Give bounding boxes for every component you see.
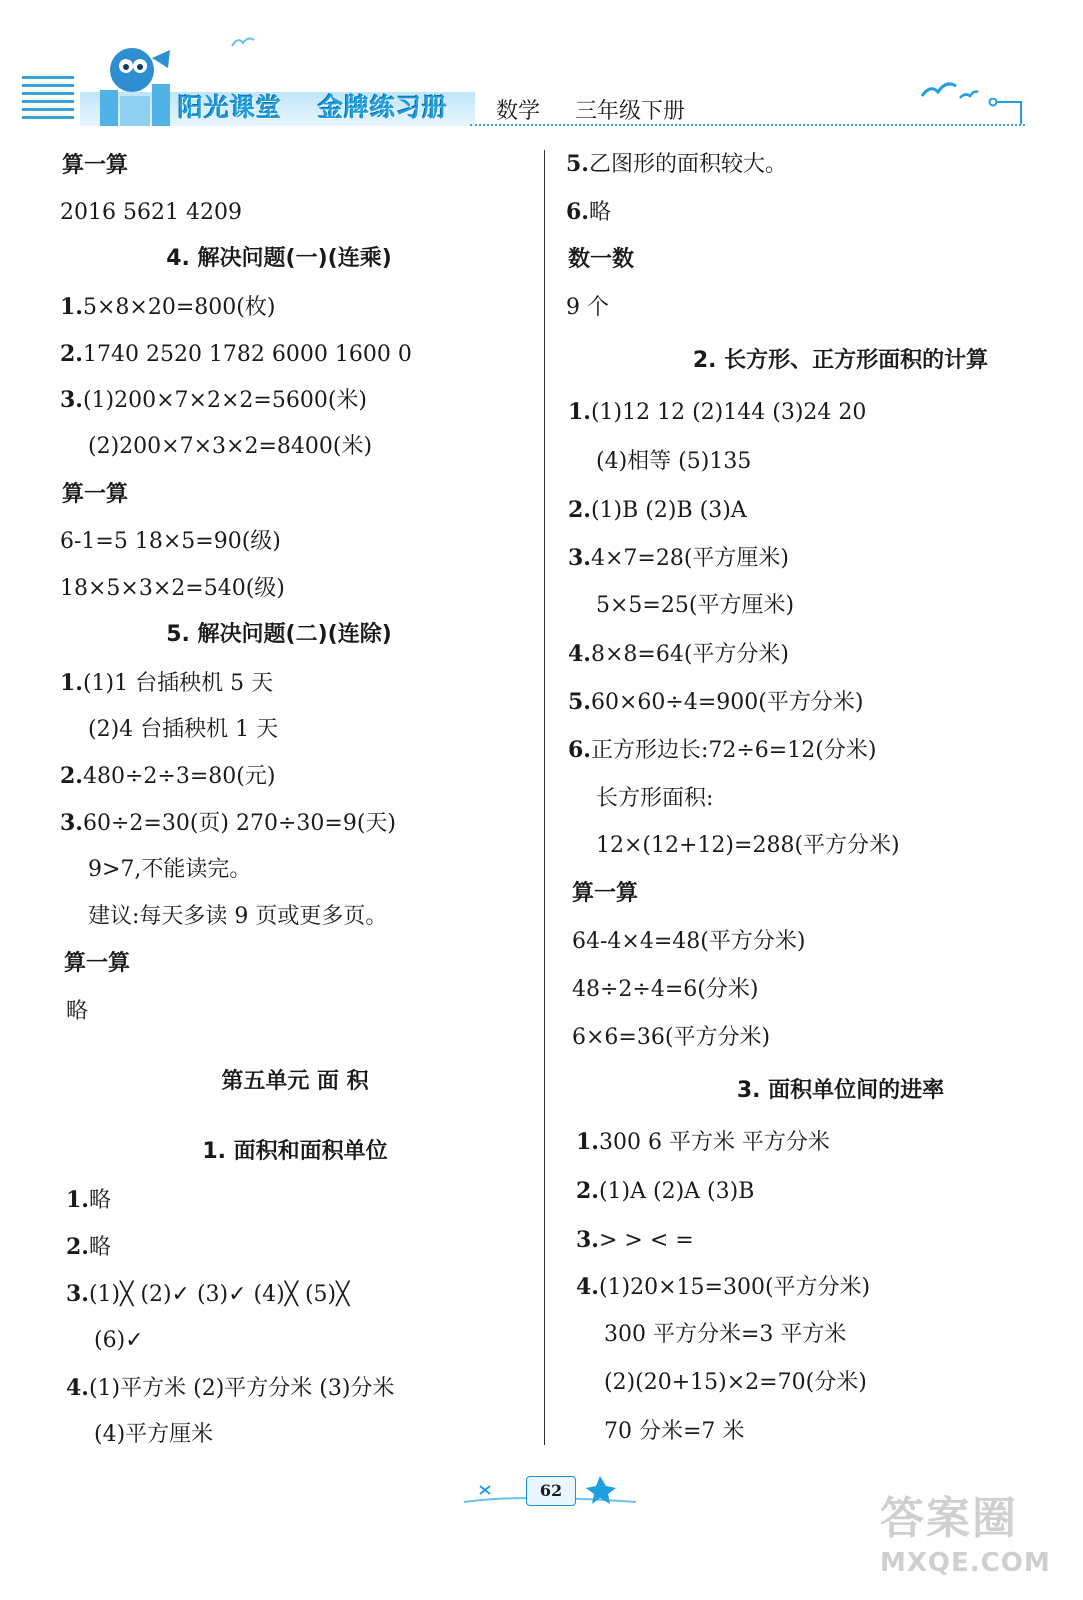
- answer-line: (6)✓: [94, 1328, 144, 1353]
- answer-line: (2)4 台插秧机 1 天: [88, 717, 279, 742]
- answer-line: 9 个: [566, 295, 609, 320]
- section-heading: 算一算: [62, 153, 129, 178]
- answer-line: (2)200×7×3×2=8400(米): [88, 434, 373, 459]
- answer-line: 2.(1)B (2)B (3)A: [568, 497, 747, 523]
- answer-line: 略: [66, 999, 89, 1024]
- answer-line: 1.(1)12 12 (2)144 (3)24 20: [568, 399, 867, 425]
- answer-line: 70 分米=7 米: [604, 1419, 745, 1444]
- page-footer: [460, 1468, 640, 1518]
- answer-line: 2.1740 2520 1782 6000 1600 0: [60, 341, 412, 367]
- watermark-title: 答案圈: [880, 1493, 1018, 1544]
- answer-line: 5.乙图形的面积较大。: [566, 151, 787, 177]
- unit-heading: 第五单元 面 积: [221, 1069, 369, 1094]
- header-corner-ornament: [988, 98, 1024, 128]
- answer-line: 5×5=25(平方厘米): [596, 593, 795, 618]
- mascot-icon: [96, 44, 176, 128]
- answer-line: 6×6=36(平方分米): [572, 1025, 771, 1050]
- answer-line: (4)相等 (5)135: [596, 449, 752, 474]
- answer-line: 长方形面积:: [596, 786, 714, 811]
- header-stripes: [22, 76, 74, 128]
- answer-line: 2.480÷2÷3=80(元): [60, 763, 276, 789]
- section-heading: 算一算: [572, 881, 639, 906]
- answer-line: 6.正方形边长:72÷6=12(分米): [568, 737, 877, 763]
- header-grade: 三年级下册: [575, 99, 686, 124]
- answer-line: 4.(1)平方米 (2)平方分米 (3)分米: [66, 1375, 395, 1401]
- answer-line: 3.4×7=28(平方厘米): [568, 545, 789, 571]
- answer-line: 12×(12+12)=288(平方分米): [596, 833, 900, 858]
- lesson-heading: 1. 面积和面积单位: [202, 1139, 388, 1164]
- answer-line: 建议:每天多读 9 页或更多页。: [88, 904, 388, 929]
- answer-line: 4.(1)20×15=300(平方分米): [576, 1274, 871, 1300]
- lesson-heading: 3. 面积单位间的进率: [736, 1078, 945, 1103]
- answer-line: 3.60÷2=30(页) 270÷30=9(天): [60, 810, 396, 836]
- answer-line: 64-4×4=48(平方分米): [572, 929, 806, 954]
- answer-line: 3.> > < =: [576, 1227, 694, 1253]
- answer-line: 2.(1)A (2)A (3)B: [576, 1178, 755, 1204]
- answer-line: 48÷2÷4=6(分米): [572, 977, 759, 1002]
- answer-line: 5.60×60÷4=900(平方分米): [568, 689, 864, 715]
- brand-gold-workbook: 金牌练习册: [318, 93, 449, 122]
- section-heading: 算一算: [62, 482, 129, 507]
- answer-line: (2)(20+15)×2=70(分米): [604, 1370, 867, 1395]
- header-subject: 数学: [496, 99, 541, 124]
- header-dotted-line: [470, 124, 1025, 126]
- seagull-icon: [920, 74, 980, 110]
- column-divider: [544, 150, 545, 1445]
- brand-sunshine-class: 阳光课堂: [178, 93, 283, 122]
- lesson-heading: 5. 解决问题(二)(连除): [166, 622, 392, 647]
- bird-icon: [230, 34, 256, 50]
- lesson-heading: 4. 解决问题(一)(连乘): [166, 246, 392, 271]
- answer-line: 6.略: [566, 199, 611, 225]
- answer-line: 3.(1)╳ (2)✓ (3)✓ (4)╳ (5)╳: [66, 1281, 350, 1307]
- answer-line: 1.(1)1 台插秧机 5 天: [60, 670, 274, 696]
- answer-line: 300 平方分米=3 平方米: [604, 1322, 847, 1347]
- section-heading: 算一算: [64, 951, 131, 976]
- section-heading: 数一数: [568, 247, 635, 272]
- answer-line: 6-1=5 18×5=90(级): [60, 529, 281, 554]
- answer-line: 3.(1)200×7×2×2=5600(米): [60, 387, 368, 413]
- watermark-url: MXQE.COM: [880, 1548, 1051, 1578]
- page-header: [0, 0, 1083, 140]
- answer-line: 4.8×8=64(平方分米): [568, 641, 789, 667]
- lesson-heading: 2. 长方形、正方形面积的计算: [692, 348, 989, 373]
- answer-line: 1.300 6 平方米 平方分米: [576, 1129, 830, 1155]
- answer-line: 2016 5621 4209: [60, 200, 242, 225]
- page-number: 62: [526, 1476, 576, 1506]
- answer-line: 1.5×8×20=800(枚): [60, 294, 276, 320]
- answer-line: 1.略: [66, 1187, 111, 1213]
- answer-line: (4)平方厘米: [94, 1422, 214, 1447]
- watermark: [880, 1482, 1070, 1592]
- answer-line: 9>7,不能读完。: [88, 857, 252, 882]
- answer-line: 2.略: [66, 1234, 111, 1260]
- answer-line: 18×5×3×2=540(级): [60, 576, 285, 601]
